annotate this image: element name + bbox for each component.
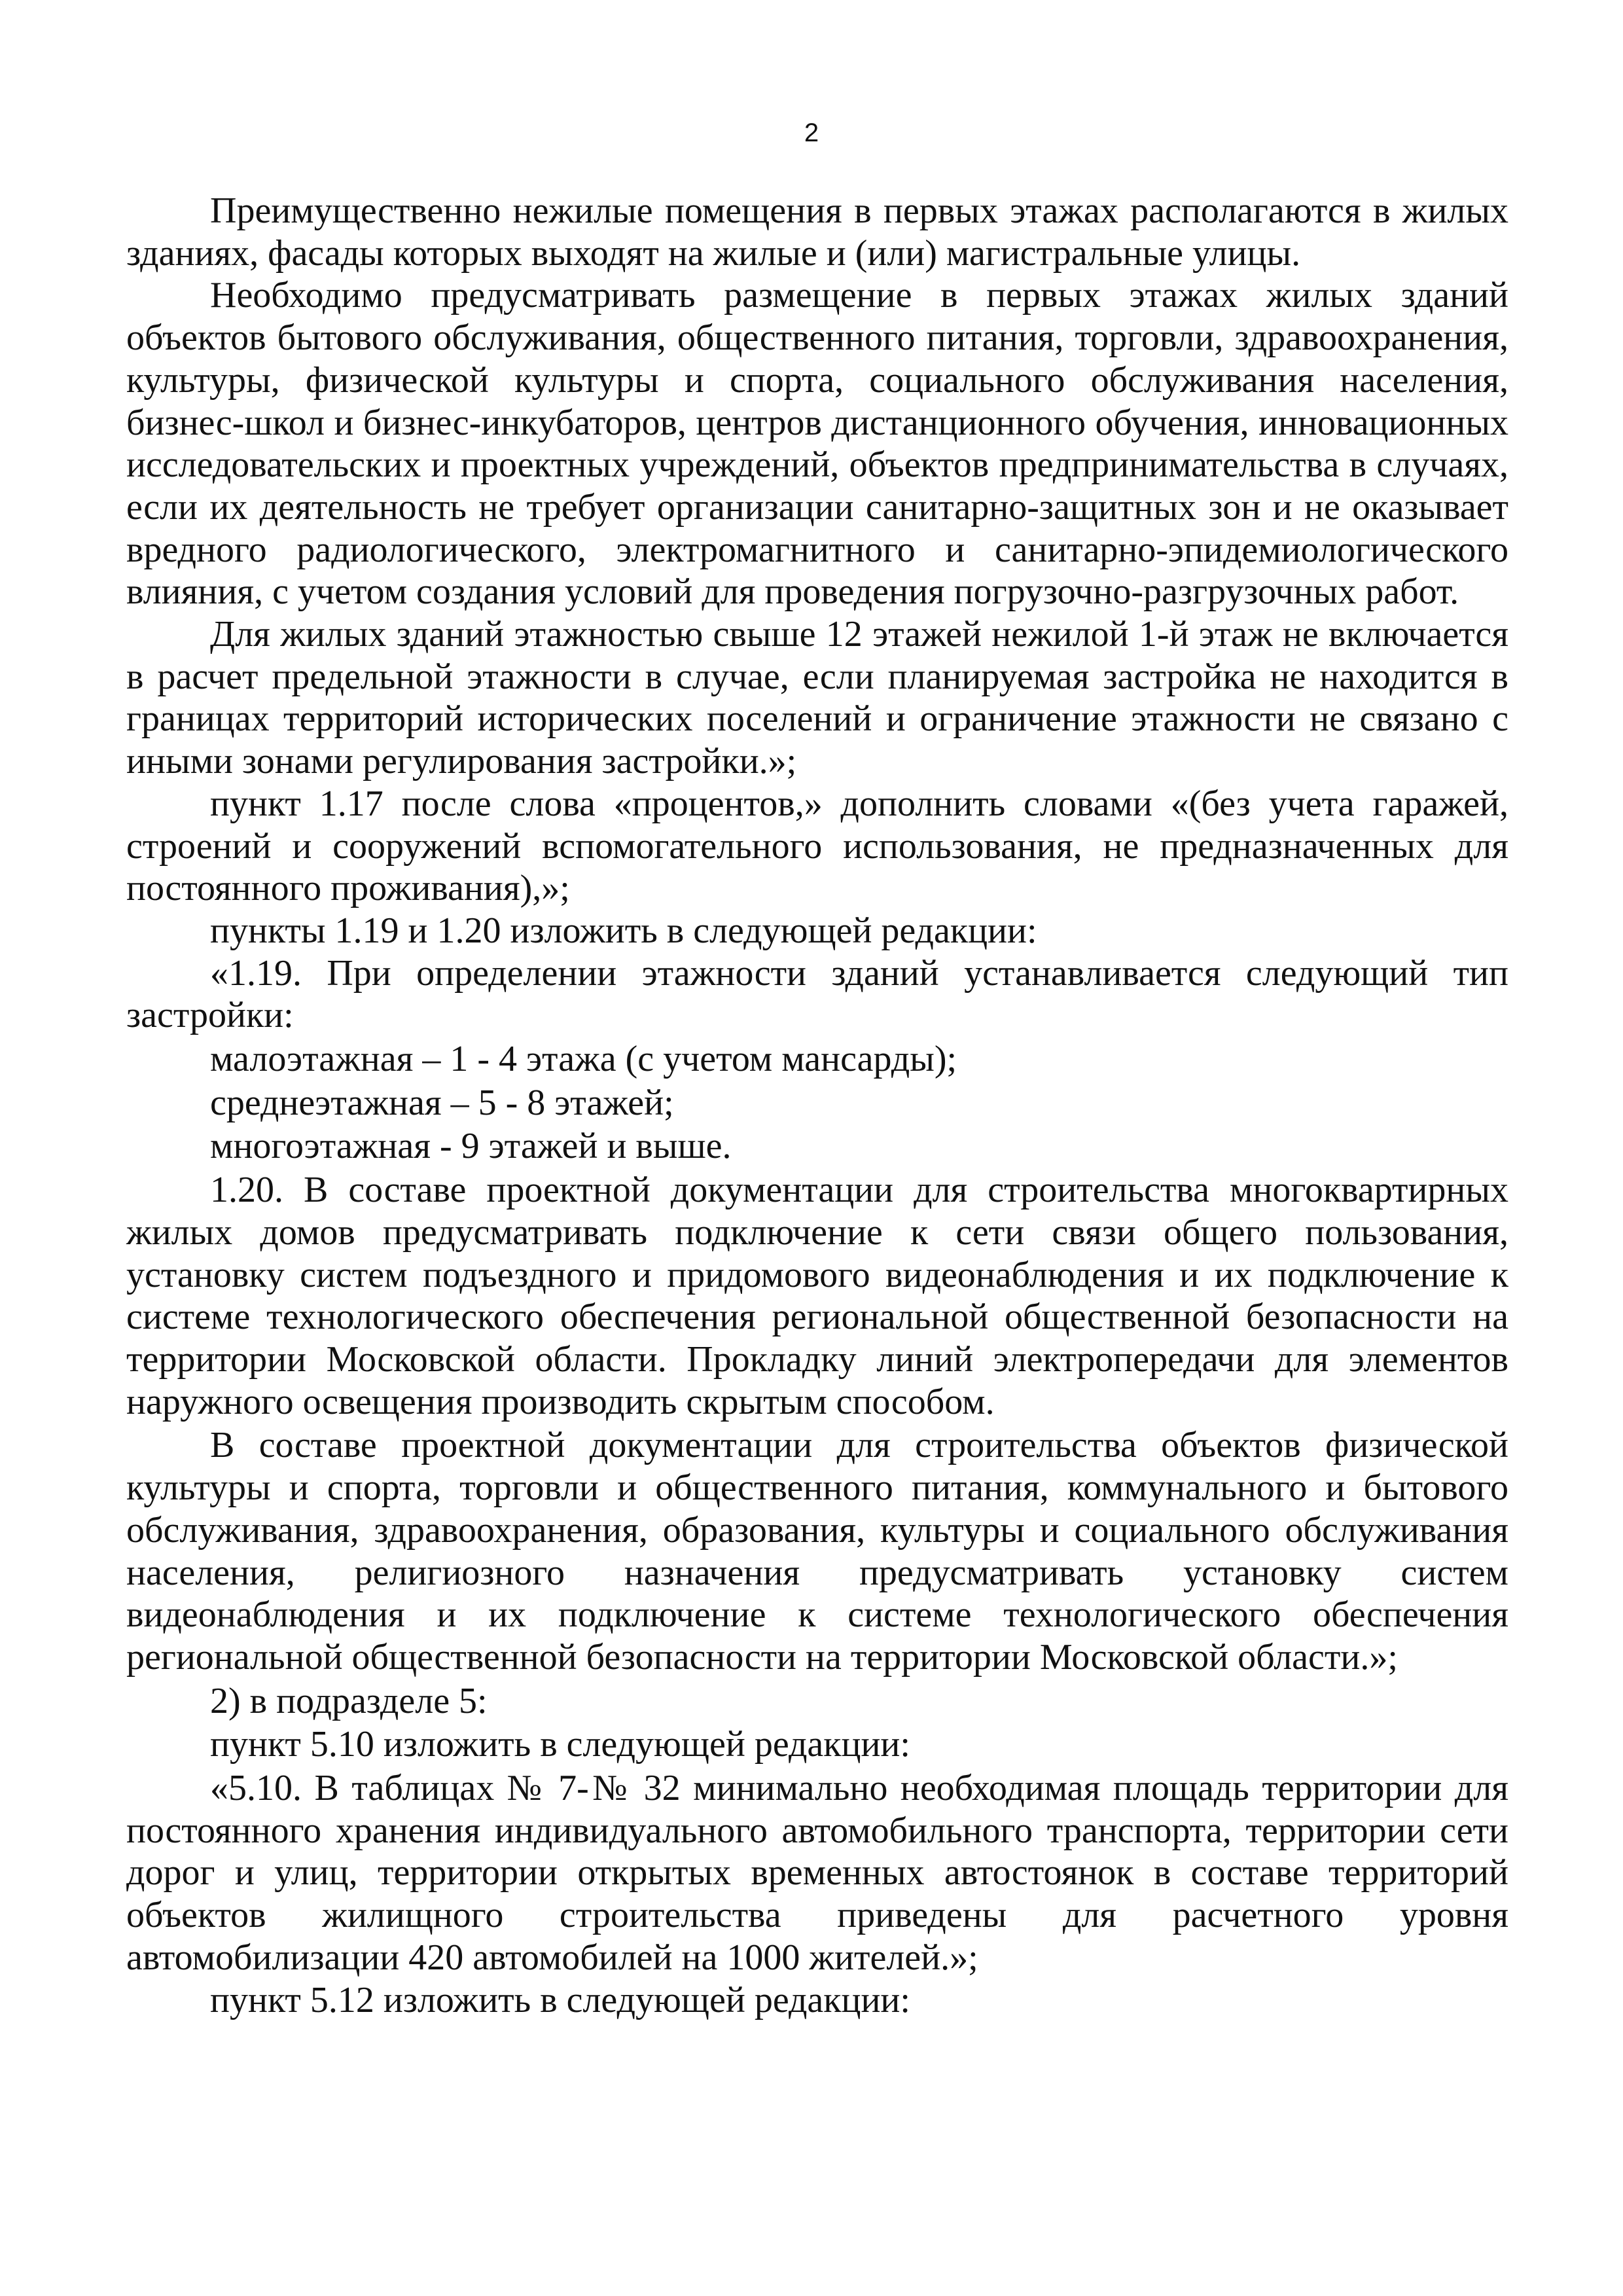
paragraph-first-floor-objects: Необходимо предусматривать размещение в первых этажах жилых зданий объектов бытового обслуживания, общественного питания, торговли, здравоохранения, культуры, физической культуры и спорта, социального обслуживания населения, бизнес-школ и бизнес-инкубаторов, центров дистанционного обучения, инновационных исследовательских и проектных учреждений, объектов предпринимательства в случаях, если их деятельность не требует организации санитарно-защитных зон и не оказывает вредного радиологического, электромагнитного и санитарно-эпидемиологического влияния, с учетом создания условий для проведения погрузочно-разгрузочных работ. <box>126 275 1508 613</box>
paragraph-item-1-19: «1.19. При определении этажности зданий устанавливается следующий тип застройки: <box>126 952 1508 1036</box>
paragraph-video-surveillance: В составе проектной документации для строительства объектов физической культуры и спорта, торговли и общественного питания, коммунального и бытового обслуживания, здравоохранения, образования, культуры и социального обслуживания населения, религиозного назначения предусматривать установку систем видеонаблюдения и их подключение к системе технологического обеспечения региональной общественной безопасности на территории Московской области.»; <box>126 1425 1508 1677</box>
document-body <box>126 190 1508 2021</box>
paragraph-item-5-10: «5.10. В таблицах № 7-№ 32 минимально необходимая площадь территории для постоянного хранения индивидуального автомобильного транспорта, территории сети дорог и улиц, территории открытых временных автостоянок в составе территорий объектов жилищного строительства приведены для расчетного уровня автомобилизации 420 автомобилей на 1000 жителей.»; <box>126 1768 1508 1978</box>
page-number: 2 <box>804 118 819 147</box>
list-item-low-rise: малоэтажная – 1 - 4 этажа (с учетом мансарды); <box>210 1039 957 1080</box>
list-item-mid-rise: среднеэтажная – 5 - 8 этажей; <box>210 1082 674 1123</box>
paragraph-item-5-10-intro: пункт 5.10 изложить в следующей редакции: <box>210 1724 910 1765</box>
paragraph-item-1-20: 1.20. В составе проектной документации для строительства многоквартирных жилых домов предусматривать подключение к сети связи общего пользования, установку систем подъездного и придомового видеонаблюдения и их подключение к системе технологического обеспечения региональной общественной безопасности на территории Московской области. Прокладку линий электропередачи для элементов наружного освещения производить скрытым способом. <box>126 1170 1508 1422</box>
paragraph-item-1-17: пункт 1.17 после слова «процентов,» дополнить словами «(без учета гаражей, строений и сооружений вспомогательного использования, не предназначенных для постоянного проживания),»; <box>126 783 1508 909</box>
paragraph-items-1-19-1-20: пункты 1.19 и 1.20 изложить в следующей редакции: <box>210 910 1037 951</box>
paragraph-subsection-5: 2) в подразделе 5: <box>210 1680 488 1721</box>
paragraph-building-height: Для жилых зданий этажностью свыше 12 этажей нежилой 1-й этаж не включается в расчет предельной этажности в случае, если планируемая застройка не находится в границах территорий исторических поселений и ограничение этажности не связано с иными зонами регулирования застройки.»; <box>126 614 1508 782</box>
paragraph-nonresidential-premises: Преимущественно нежилые помещения в первых этажах располагаются в жилых зданиях, фасады которых выходят на жилые и (или) магистральные улицы. <box>126 190 1508 274</box>
paragraph-item-5-12-intro: пункт 5.12 изложить в следующей редакции: <box>210 1979 910 2020</box>
list-item-high-rise: многоэтажная - 9 этажей и выше. <box>210 1126 732 1167</box>
